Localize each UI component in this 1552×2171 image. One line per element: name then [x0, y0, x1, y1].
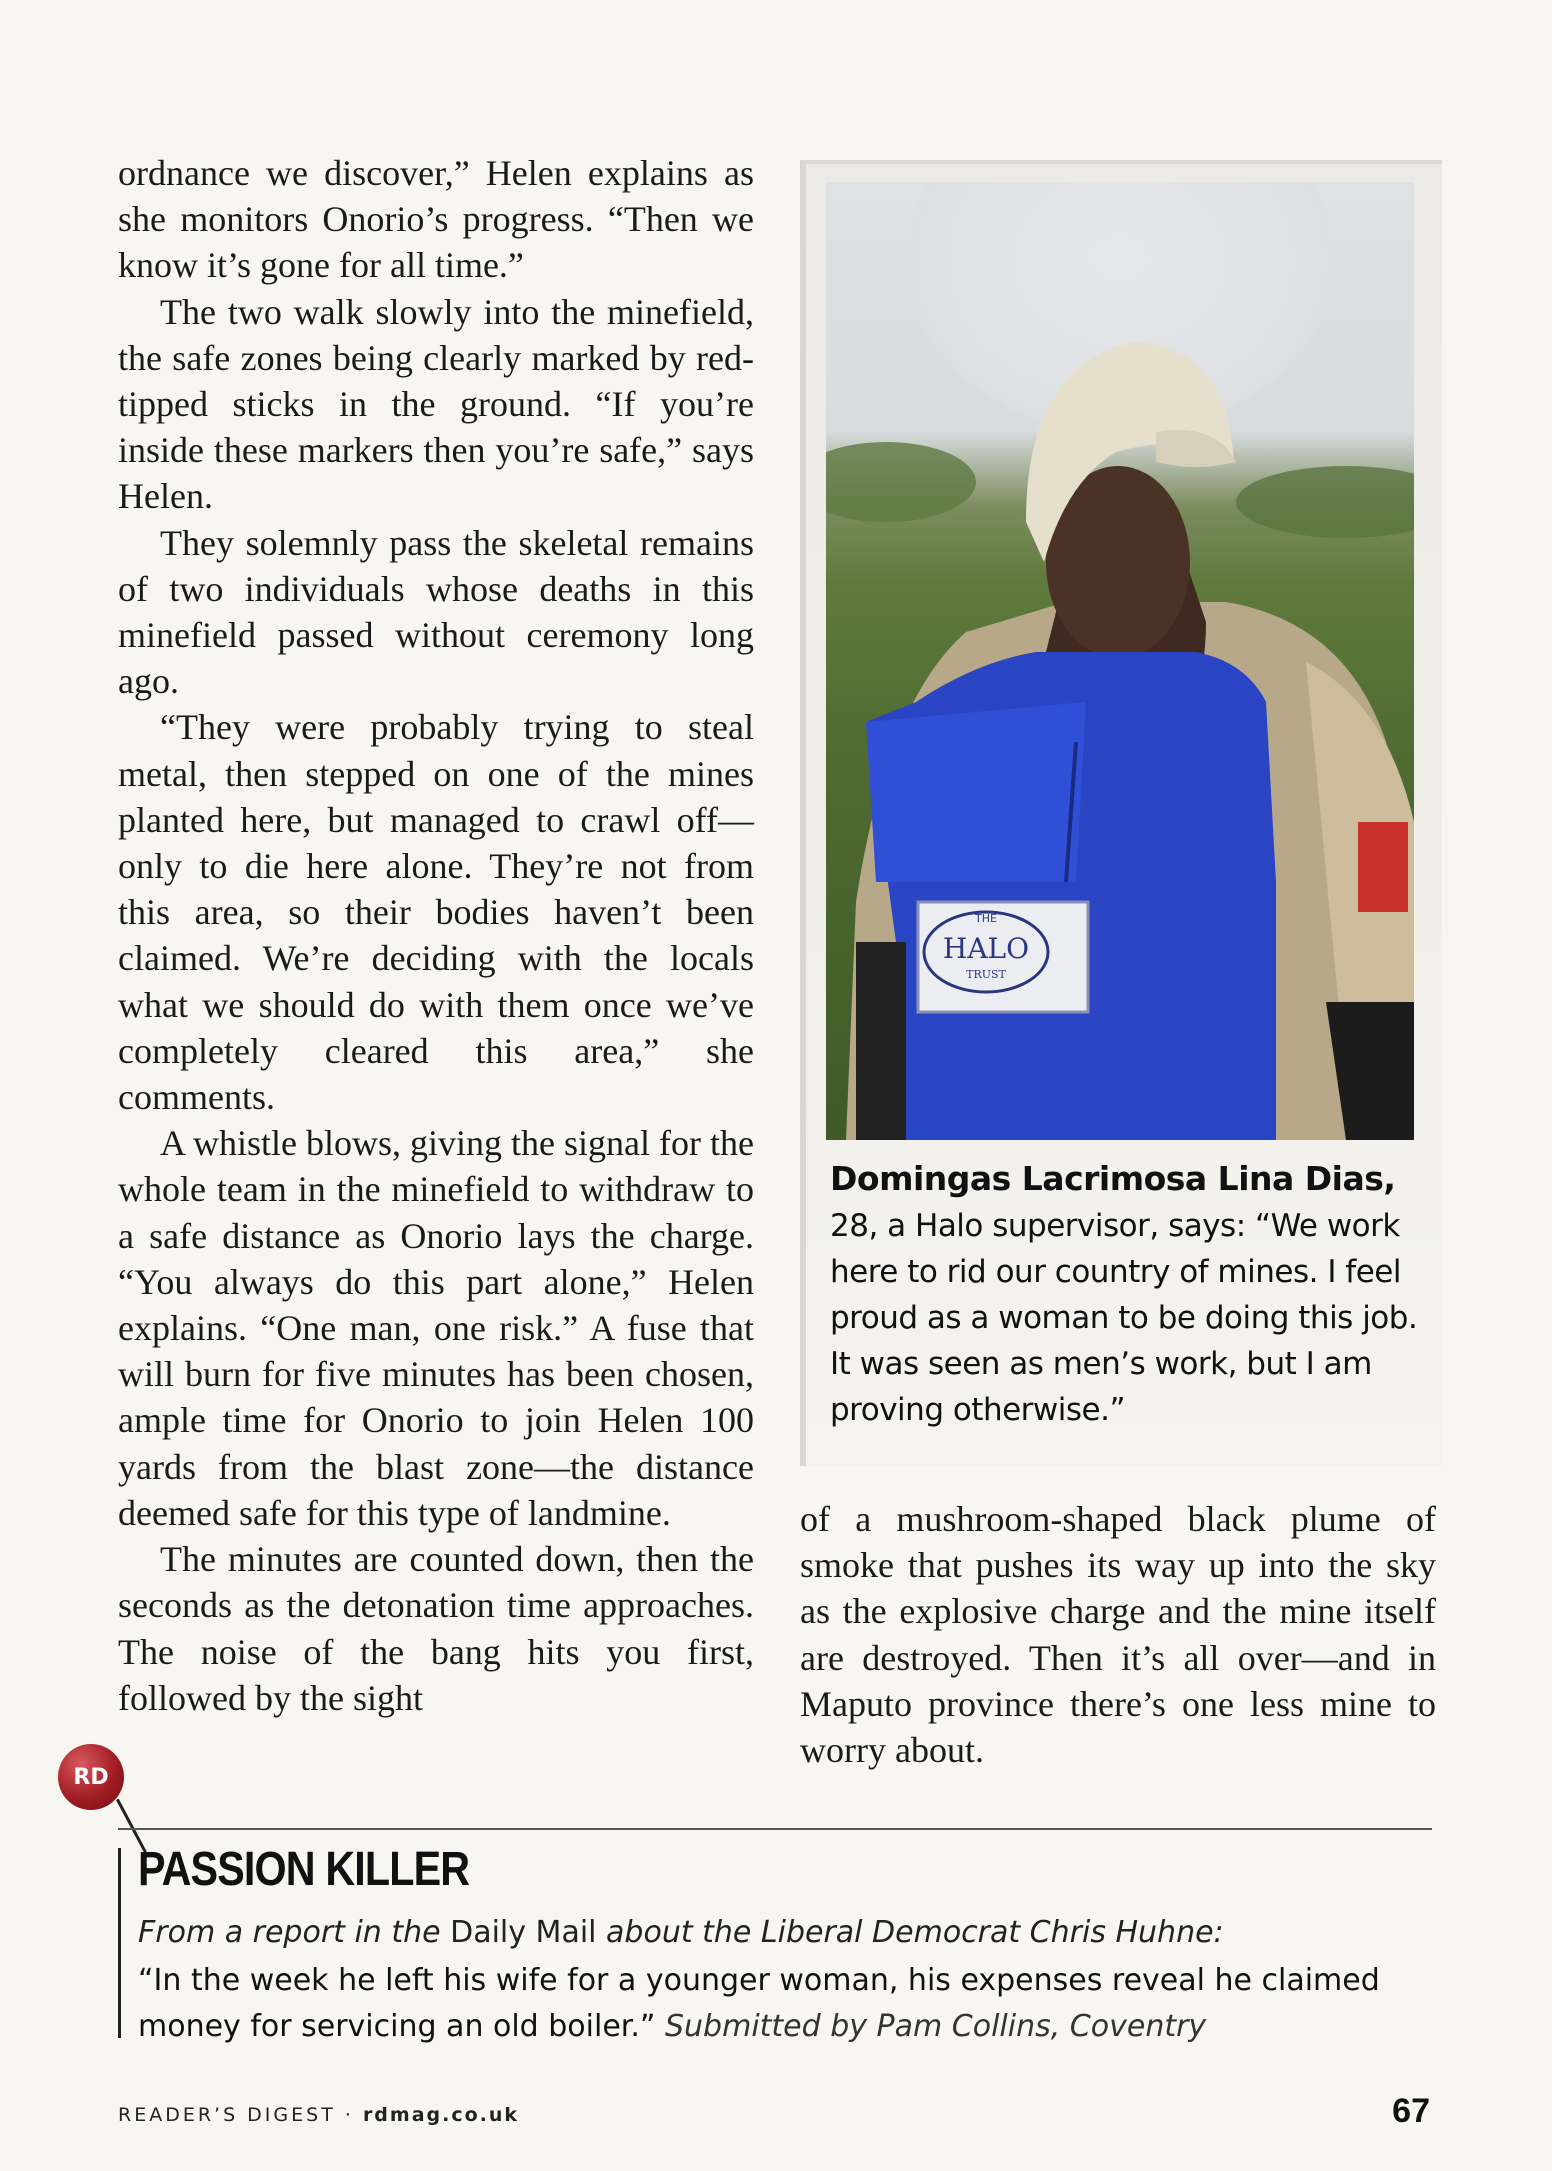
sidebar-heading: PASSION KILLER [138, 1843, 470, 1896]
article-paragraph: ordnance we discover,” Helen explains as she monitors Onorio’s progress. “Then we know it’s gone for all time.” [118, 153, 754, 286]
article-paragraph: A whistle blows, giving the signal for the whole team in the minefield to withdraw to a safe distance as Onorio lays the charge. “You always do this part alone,” Helen explains. “One man, one risk.” A fuse that will burn for five minutes has been chosen, ample time for Onorio to join Helen 100 yards from the blast zone—the distance deemed safe for this type of landmine. [118, 1123, 754, 1533]
footer-publication [118, 2104, 519, 2126]
photo-deminer [826, 182, 1414, 1140]
article-paragraph: The minutes are counted down, then the seconds as the detonation time approaches. The noise of the bang hits you first, followed by the sight [118, 1539, 754, 1718]
sidebar-rule [118, 1848, 121, 2038]
section-divider [118, 1828, 1432, 1830]
footer-website: rdmag.co.uk [362, 2104, 520, 2126]
article-right-column [800, 1496, 1436, 1773]
badge-label: RD [73, 1764, 109, 1790]
caption-text: 28, a Halo supervisor, says: “We work here to rid our country of mines. I feel proud as a woman to be doing this job. It was seen as men’s work, but I am proving otherwise.” [830, 1208, 1418, 1428]
photo-illustration [826, 182, 1414, 1140]
caption-name: Domingas Lacrimosa Lina Dias, [830, 1159, 1396, 1198]
vest-label-top: THE [975, 912, 997, 925]
article-paragraph: of a mushroom-shaped black plume of smoke that pushes its way up into the sky as the explosive charge and the mine itself are destroyed. Then it’s all over—and in Maputo province there’s one less mine to worry about. [800, 1499, 1436, 1771]
intro-newspaper: Daily Mail [450, 1915, 597, 1950]
footer-separator: · [335, 2104, 363, 2126]
vest-label-sub: TRUST [966, 968, 1006, 981]
article-paragraph: They solemnly pass the skeletal remains of two individuals whose deaths in this minefield passed without ceremony long ago. [118, 522, 754, 702]
sidebar-quote [138, 1958, 1438, 2050]
publication-name: READER’S DIGEST [118, 2104, 336, 2126]
article-paragraph: The two walk slowly into the minefield, the safe zones being clearly marked by red-tipped sticks in the ground. “If you’re inside these markers then you’re safe,” says Helen. [118, 291, 754, 517]
article-left-column [118, 150, 754, 1721]
intro-text: about the Liberal Democrat Chris Huhne: [596, 1915, 1224, 1950]
photo-caption [830, 1156, 1420, 1433]
article-paragraph: “They were probably trying to steal metal, then stepped on one of the mines planted here, but managed to crawl off—only to die here alone. They’re not from this area, so their bodies haven’t been claimed. We’re deciding with the locals what we should do with them once we’ve completely cleared this area,” she comments. [118, 707, 754, 1118]
intro-text: From a report in the [138, 1915, 451, 1950]
quote-text: “In the week he left his wife for a younger woman, his expenses reveal he claimed money for servicing an old boiler.” [138, 1963, 1380, 2044]
vest-label-main: HALO [942, 932, 1030, 965]
rd-badge-icon [58, 1744, 124, 1810]
quote-credit: Submitted by Pam Collins, Coventry [665, 2009, 1207, 2044]
sidebar-intro [138, 1910, 1438, 1956]
page-number: 67 [1392, 2092, 1430, 2130]
